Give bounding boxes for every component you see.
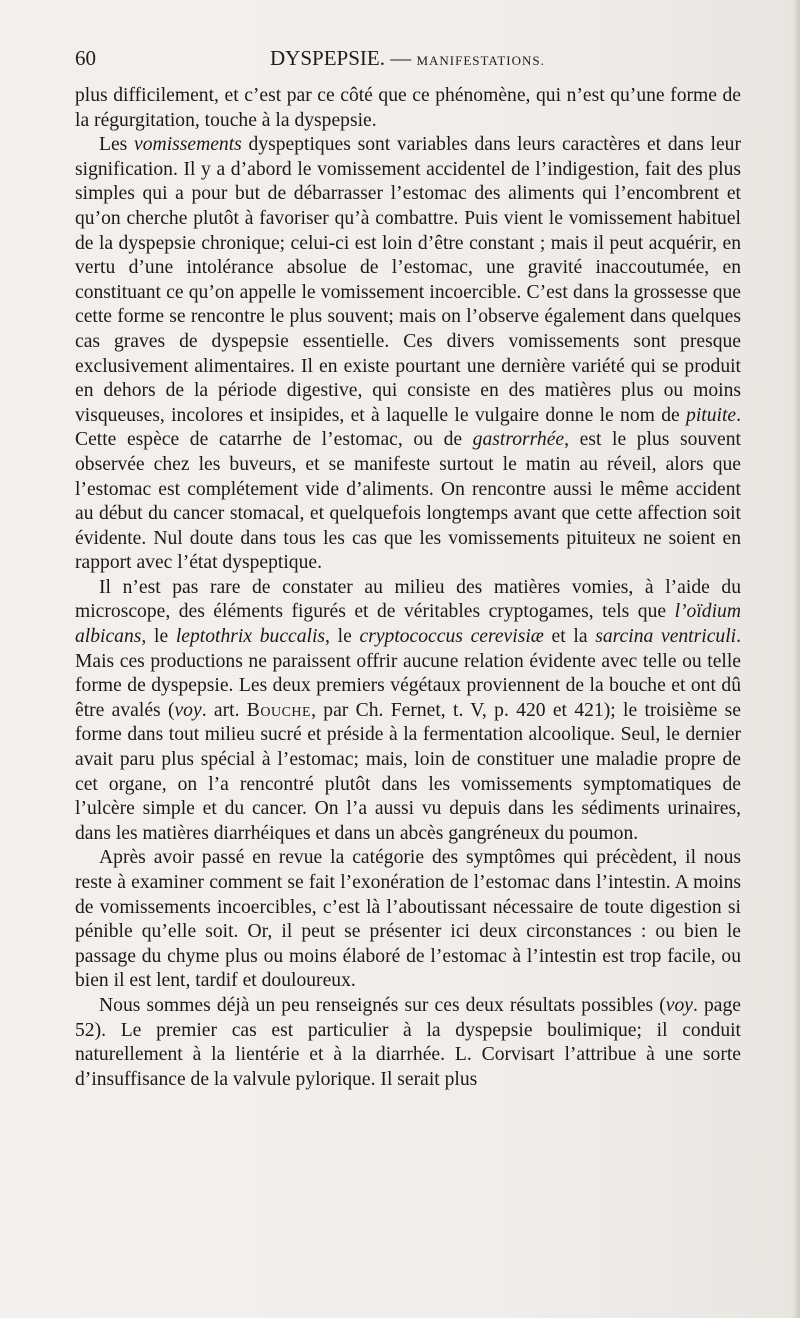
page-header: [75, 46, 741, 76]
page-edge-shadow: [792, 0, 800, 1318]
text-run: . art.: [201, 699, 247, 721]
italic-term: voy: [174, 699, 202, 721]
text-run: Nous sommes déjà un peu renseignés sur ces deux résultats possibles (: [99, 994, 666, 1016]
paragraph-1: [75, 84, 741, 133]
paragraph-4: [75, 846, 741, 994]
text-run: , par Ch. Fernet, t. V, p. 420 et 421); le troisième se forme dans tout milieu sucré et préside à la fermentation alcoolique. Seul, le dernier avait paru plus spécial à l’estomac; mais, loin de constituer une maladie propre de cet organe, on l’a rencontré plutôt dans les vomissements symptomatiques de l’ulcère simple et du cancer. On l’a aussi vu depuis dans les sédiments urinaires, dans les matières diarrhéiques et dans un abcès gangréneux du poumon.: [75, 699, 742, 844]
text-run: Après avoir passé en revue la catégorie des symptômes qui précèdent, il nous reste à examiner comment se fait l’exonération de l’estomac dans l’intestin. A moins de vomissements incoercibles, c’est là l’aboutissant nécessaire de toute digestion si pénible qu’elle soit. Or, il peut se présenter ici deux circonstances : ou bien le passage du chyme plus ou moins élaboré de l’estomac à l’intestin est trop facile, ou bien il est lent, tardif et douloureux.: [75, 847, 741, 992]
running-head: [270, 46, 545, 71]
running-head-title: DYSPEPSIE.: [270, 46, 385, 70]
text-run: dyspeptiques sont variables dans leurs caractères et dans leur signification. Il y a d’abord le vomissement accidentel de l’indigestion, fait des plus simples qui a pour but de débarrasser l’estomac des aliments qui l’encombrent et qu’on cherche plutôt à favoriser qu’à combattre. Puis vient le vomissement habituel de la dyspepsie chronique; celui-ci est loin d’être constant ; mais il peut acquérir, en vertu d’une intolérance absolue de l’estomac, une gravité inaccoutumée, en constituant ce qu’on appelle le vomissement incoercible. C’est dans la grossesse que cette forme se rencontre le plus souvent; mais on l’observe également dans quelques cas graves de dyspepsie essentielle. Ces divers vomissements sont presque exclusivement alimentaires. Il en existe pourtant une dernière variété qui se produit en dehors de la période digestive, qui consiste en des matières plus ou moins visqueuses, incolores et insipides, et à laquelle le vulgaire donne le nom de: [75, 134, 741, 426]
paragraph-2: [75, 133, 741, 576]
text-run: Les: [99, 134, 135, 156]
text-run: Il n’est pas rare de constater au milieu des matières vomies, à l’aide du microscope, des éléments figurés et de véritables cryptogames, tels que: [75, 576, 741, 623]
paragraph-5: [75, 994, 741, 1092]
italic-term: sarcina ventriculi: [595, 626, 737, 648]
text-run: . Mais ces productions ne paraissent offrir aucune relation évidente avec telle ou telle forme de dyspepsie. Les deux premiers végétaux proviennent de la bouche et ont dû être avalés (: [75, 626, 741, 721]
running-head-dash: —: [390, 46, 412, 70]
text-run: , est le plus souvent observée chez les buveurs, et se manifeste surtout le matin au réveil, alors que l’estomac est complétement vide d’aliments. On rencontre aussi le même accident au début du cancer stomacal, et quelquefois longtemps avant que cette affection soit évidente. Nul doute dans tous les cas que les vomissements pituiteux ne soient en rapport avec l’état dyspeptique.: [75, 429, 741, 574]
paragraph-3: [75, 576, 741, 847]
text-run: . Cette espèce de catarrhe de l’estomac, ou de: [75, 404, 741, 451]
text-run: , le: [141, 626, 176, 648]
text-run: et la: [543, 626, 596, 648]
body-text: [75, 84, 741, 1092]
page-number: 60: [75, 46, 96, 70]
italic-term: l’oïdium albicans: [75, 601, 741, 648]
small-caps-term: Bouche: [246, 699, 312, 721]
italic-term: vomissements: [134, 134, 242, 156]
text-run: , le: [325, 626, 360, 648]
italic-term: cryptococcus cerevisiæ: [359, 626, 544, 648]
italic-term: voy: [665, 994, 693, 1016]
italic-term: leptothrix buccalis: [175, 626, 326, 648]
text-run: plus difficilement, et c’est par ce côté que ce phénomène, qui n’est qu’une forme de la régurgitation, touche à la dyspepsie.: [75, 85, 741, 131]
italic-term: pituite: [686, 404, 737, 426]
running-head-subtitle: MANIFESTATIONS.: [416, 53, 545, 68]
text-run: . page 52). Le premier cas est particulier à la dyspepsie boulimique; il conduit naturellement à la lientérie et à la diarrhée. L. Corvisart l’attribue à une sorte d’insuffisance de la valvule pylorique. Il serait plus: [75, 994, 741, 1090]
italic-term: gastrorrhée: [472, 429, 565, 451]
